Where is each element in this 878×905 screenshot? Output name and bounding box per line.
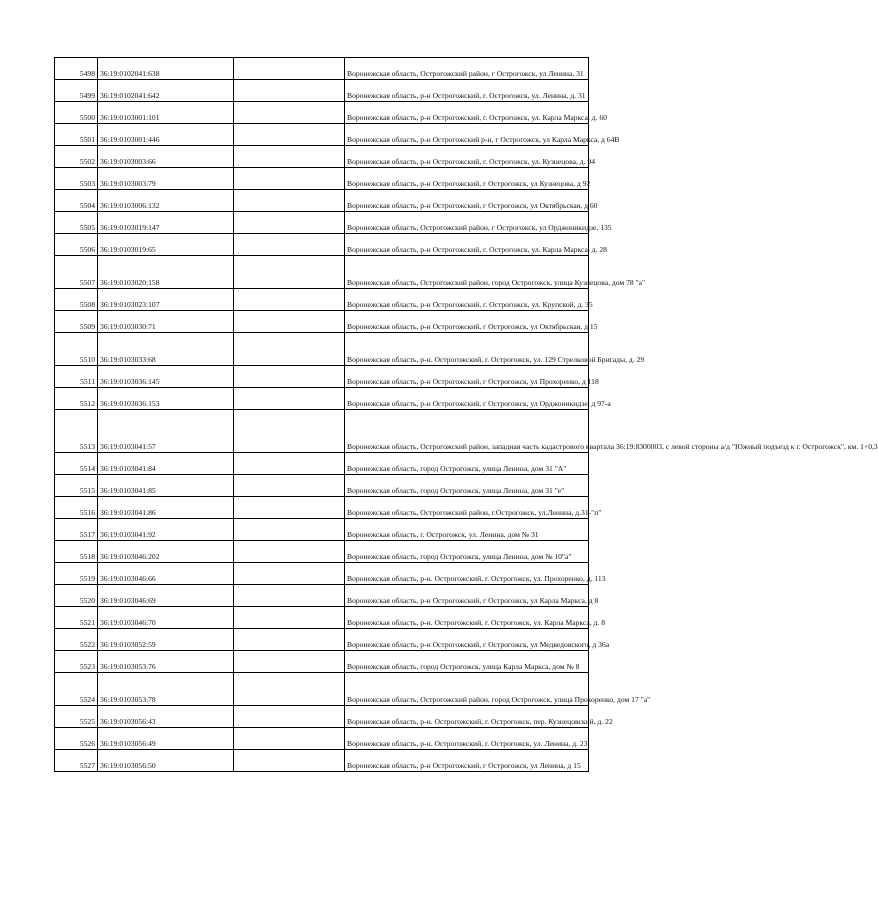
cadastral-number-cell: 36:19:0103003:66 [98, 146, 234, 168]
cadastral-number-cell: 36:19:0102041:642 [98, 80, 234, 102]
row-number-cell: 5505 [55, 212, 98, 234]
empty-cell [234, 256, 345, 289]
table-row [55, 102, 589, 124]
table-row [55, 289, 589, 311]
empty-cell [234, 190, 345, 212]
cadastral-number-cell: 36:19:0103019:65 [98, 234, 234, 256]
cadastral-number-cell: 36:19:0103046:69 [98, 585, 234, 607]
table-row [55, 146, 589, 168]
empty-cell [234, 212, 345, 234]
empty-cell [234, 475, 345, 497]
cadastral-number-cell: 36:19:0103041:57 [98, 410, 234, 453]
empty-cell [234, 585, 345, 607]
cadastral-number-cell: 36:19:0103019:147 [98, 212, 234, 234]
table-row [55, 410, 589, 453]
empty-cell [234, 563, 345, 585]
address-cell: Воронежская область, р-н Острогожский, г Острогожск, ул Октябрьская, д 15 [345, 311, 589, 333]
table-row [55, 497, 589, 519]
cadastral-number-cell: 36:19:0103006:132 [98, 190, 234, 212]
row-number-cell: 5499 [55, 80, 98, 102]
cadastral-number-cell: 36:19:0103041:92 [98, 519, 234, 541]
table-row [55, 728, 589, 750]
empty-cell [234, 673, 345, 706]
registry-table-body [55, 58, 878, 772]
row-number-cell: 5522 [55, 629, 98, 651]
address-cell: Воронежская область, р-н. Острогожский, г. Острогожск, пер. Кузнецовский, д. 22 [345, 706, 589, 728]
table-row [55, 212, 589, 234]
empty-cell [234, 388, 345, 410]
table-row [55, 651, 589, 673]
empty-cell [234, 541, 345, 563]
table-row [55, 58, 589, 80]
row-number-cell: 5526 [55, 728, 98, 750]
table-row [55, 607, 589, 629]
cadastral-number-cell: 36:19:0103036:145 [98, 366, 234, 388]
row-number-cell: 5523 [55, 651, 98, 673]
table-row [55, 80, 589, 102]
row-number-cell: 5520 [55, 585, 98, 607]
cadastral-number-cell: 36:19:0103001:446 [98, 124, 234, 146]
row-number-cell: 5521 [55, 607, 98, 629]
row-number-cell: 5508 [55, 289, 98, 311]
cadastral-number-cell: 36:19:0103046:202 [98, 541, 234, 563]
cadastral-number-cell: 36:19:0103046:66 [98, 563, 234, 585]
empty-cell [234, 750, 345, 772]
address-cell: Воронежская область, р-н Острогожский, г. Острогожск, ул. Карла Маркса, д. 60 [345, 102, 589, 124]
row-number-cell: 5516 [55, 497, 98, 519]
address-cell: Воронежская область, р-н Острогожский, г Острогожск, ул Кузнецова, д 92 [345, 168, 589, 190]
cadastral-number-cell: 36:19:0103056:49 [98, 728, 234, 750]
cadastral-number-cell: 36:19:0103020:158 [98, 256, 234, 289]
address-cell: Воронежская область, р-н Острогожский, г Острогожск, ул Медведовского, д 36а [345, 629, 589, 651]
row-number-cell: 5500 [55, 102, 98, 124]
table-row [55, 311, 589, 333]
table-row [55, 256, 589, 289]
row-number-cell: 5511 [55, 366, 98, 388]
address-cell: Воронежская область, р-н Острогожский, г Острогожск, ул Орджоникидзе, д 97-а [345, 388, 589, 410]
address-cell: Воронежская область, р-н Острогожский, г. Острогожск, ул. Ленина, д. 31 [345, 80, 589, 102]
row-number-cell: 5518 [55, 541, 98, 563]
table-row [55, 750, 589, 772]
address-cell: Воронежская область, Острогожский район, г.Острогожск, ул.Ленина, д.31-"п" [345, 497, 589, 519]
row-number-cell: 5512 [55, 388, 98, 410]
empty-cell [234, 728, 345, 750]
address-cell: Воронежская область, Острогожский район, г Острогожск, ул Ленина, 31 [345, 58, 589, 80]
table-row [55, 190, 589, 212]
cadastral-number-cell: 36:19:0103041:85 [98, 475, 234, 497]
row-number-cell: 5514 [55, 453, 98, 475]
row-number-cell: 5525 [55, 706, 98, 728]
cadastral-number-cell: 36:19:0103003:79 [98, 168, 234, 190]
cadastral-number-cell: 36:19:0103052:59 [98, 629, 234, 651]
address-cell: Воронежская область, Острогожский район, город Острогожск, улица Прохоренко, дом 17 "а" [345, 673, 589, 706]
empty-cell [234, 234, 345, 256]
row-number-cell: 5513 [55, 410, 98, 453]
address-cell: Воронежская область, р-н Острогожский, г. Острогожск, ул. Крупской, д. 35 [345, 289, 589, 311]
cadastral-number-cell: 36:19:0103056:43 [98, 706, 234, 728]
address-cell: Воронежская область, р-н Острогожский, г Острогожск, ул Прохоренко, д 118 [345, 366, 589, 388]
table-row [55, 333, 589, 366]
table-row [55, 706, 589, 728]
row-number-cell: 5503 [55, 168, 98, 190]
row-number-cell: 5506 [55, 234, 98, 256]
row-number-cell: 5507 [55, 256, 98, 289]
empty-cell [234, 497, 345, 519]
address-cell: Воронежская область, город Острогожск, улица Ленина, дом 31 "А" [345, 453, 589, 475]
cadastral-number-cell: 36:19:0103046:70 [98, 607, 234, 629]
table-row [55, 234, 589, 256]
address-cell: Воронежская область, р-н Острогожский, г Острогожск, ул Ленина, д 15 [345, 750, 589, 772]
table-row [55, 124, 589, 146]
empty-cell [234, 519, 345, 541]
empty-cell [234, 333, 345, 366]
table-row [55, 585, 589, 607]
table-row [55, 673, 589, 706]
address-cell: Воронежская область, Острогожский район, г Острогожск, ул Орджоникидзе, 135 [345, 212, 589, 234]
empty-cell [234, 410, 345, 453]
empty-cell [234, 453, 345, 475]
empty-cell [234, 80, 345, 102]
cadastral-number-cell: 36:19:0102041:638 [98, 58, 234, 80]
cadastral-number-cell: 36:19:0103041:86 [98, 497, 234, 519]
empty-cell [234, 168, 345, 190]
table-row [55, 541, 589, 563]
row-number-cell: 5517 [55, 519, 98, 541]
cadastral-number-cell: 36:19:0103053:78 [98, 673, 234, 706]
empty-cell [234, 629, 345, 651]
address-cell: Воронежская область, город Острогожск, улица Ленина, дом 31 "е" [345, 475, 589, 497]
address-cell: Воронежская область, р-н Острогожский, г. Острогожск, ул. Карла Маркса, д. 28 [345, 234, 589, 256]
address-cell: Воронежская область, р-н. Острогожский, г. Острогожск, ул. Прохоренко, д. 113 [345, 563, 589, 585]
cadastral-number-cell: 36:19:0103030:71 [98, 311, 234, 333]
address-cell: Воронежская область, р-н. Острогожский, г. Острогожск, ул. Ленина, д. 23 [345, 728, 589, 750]
cadastral-number-cell: 36:19:0103056:50 [98, 750, 234, 772]
address-cell: Воронежская область, Острогожский район, город Острогожск, улица Кузнецова, дом 78 "а" [345, 256, 589, 289]
empty-cell [234, 607, 345, 629]
empty-cell [234, 124, 345, 146]
address-cell: Воронежская область, р-н Острогожский, г Острогожск, ул Карла Маркса, д 8 [345, 585, 589, 607]
property-registry-table [54, 57, 878, 772]
row-number-cell: 5515 [55, 475, 98, 497]
empty-cell [234, 366, 345, 388]
table-row [55, 475, 589, 497]
cadastral-number-cell: 36:19:0103001:101 [98, 102, 234, 124]
cadastral-number-cell: 36:19:0103036:153 [98, 388, 234, 410]
table-row [55, 453, 589, 475]
address-cell: Воронежская область, р-н Острогожский, г. Острогожск, ул. Кузнецова, д. 94 [345, 146, 589, 168]
empty-cell [234, 58, 345, 80]
address-cell: Воронежская область, р-н Острогожский, г Острогожск, ул Октябрьская, д 60 [345, 190, 589, 212]
address-cell: Воронежская область, р-н Острогожский р-н, г Острогожск, ул Карла Маркса, д 64В [345, 124, 589, 146]
address-cell: Воронежская область, р-н. Острогожский, г. Острогожск, ул. 129 Стрелковой Бригады, д. 29 [345, 333, 589, 366]
cadastral-number-cell: 36:19:0103053:76 [98, 651, 234, 673]
empty-cell [234, 651, 345, 673]
table-row [55, 366, 589, 388]
empty-cell [234, 706, 345, 728]
row-number-cell: 5498 [55, 58, 98, 80]
row-number-cell: 5504 [55, 190, 98, 212]
empty-cell [234, 311, 345, 333]
table-row [55, 629, 589, 651]
cadastral-number-cell: 36:19:0103023:107 [98, 289, 234, 311]
empty-cell [234, 289, 345, 311]
table-row [55, 563, 589, 585]
row-number-cell: 5509 [55, 311, 98, 333]
empty-cell [234, 146, 345, 168]
address-cell: Воронежская область, г. Острогожск, ул. Ленина, дом № 31 [345, 519, 589, 541]
table-row [55, 168, 589, 190]
row-number-cell: 5527 [55, 750, 98, 772]
row-number-cell: 5501 [55, 124, 98, 146]
table-row [55, 388, 589, 410]
row-number-cell: 5524 [55, 673, 98, 706]
cadastral-number-cell: 36:19:0103033:68 [98, 333, 234, 366]
row-number-cell: 5519 [55, 563, 98, 585]
row-number-cell: 5510 [55, 333, 98, 366]
address-cell: Воронежская область, Острогожский район, западная часть кадастрового квартала 36:19:8300003, с левой стороны а/д "Южный подъезд к г. Острогожск", км. 1+0,3 [345, 410, 589, 453]
cadastral-number-cell: 36:19:0103041:84 [98, 453, 234, 475]
empty-cell [234, 102, 345, 124]
address-cell: Воронежская область, город Острогожск, улица Карла Маркса, дом № 8 [345, 651, 589, 673]
address-cell: Воронежская область, р-н. Острогожский, г. Острогожск, ул. Карла Маркса, д. 8 [345, 607, 589, 629]
address-cell: Воронежская область, город Острогожск, улица Ленина, дом № 10"а" [345, 541, 589, 563]
row-number-cell: 5502 [55, 146, 98, 168]
table-row [55, 519, 589, 541]
